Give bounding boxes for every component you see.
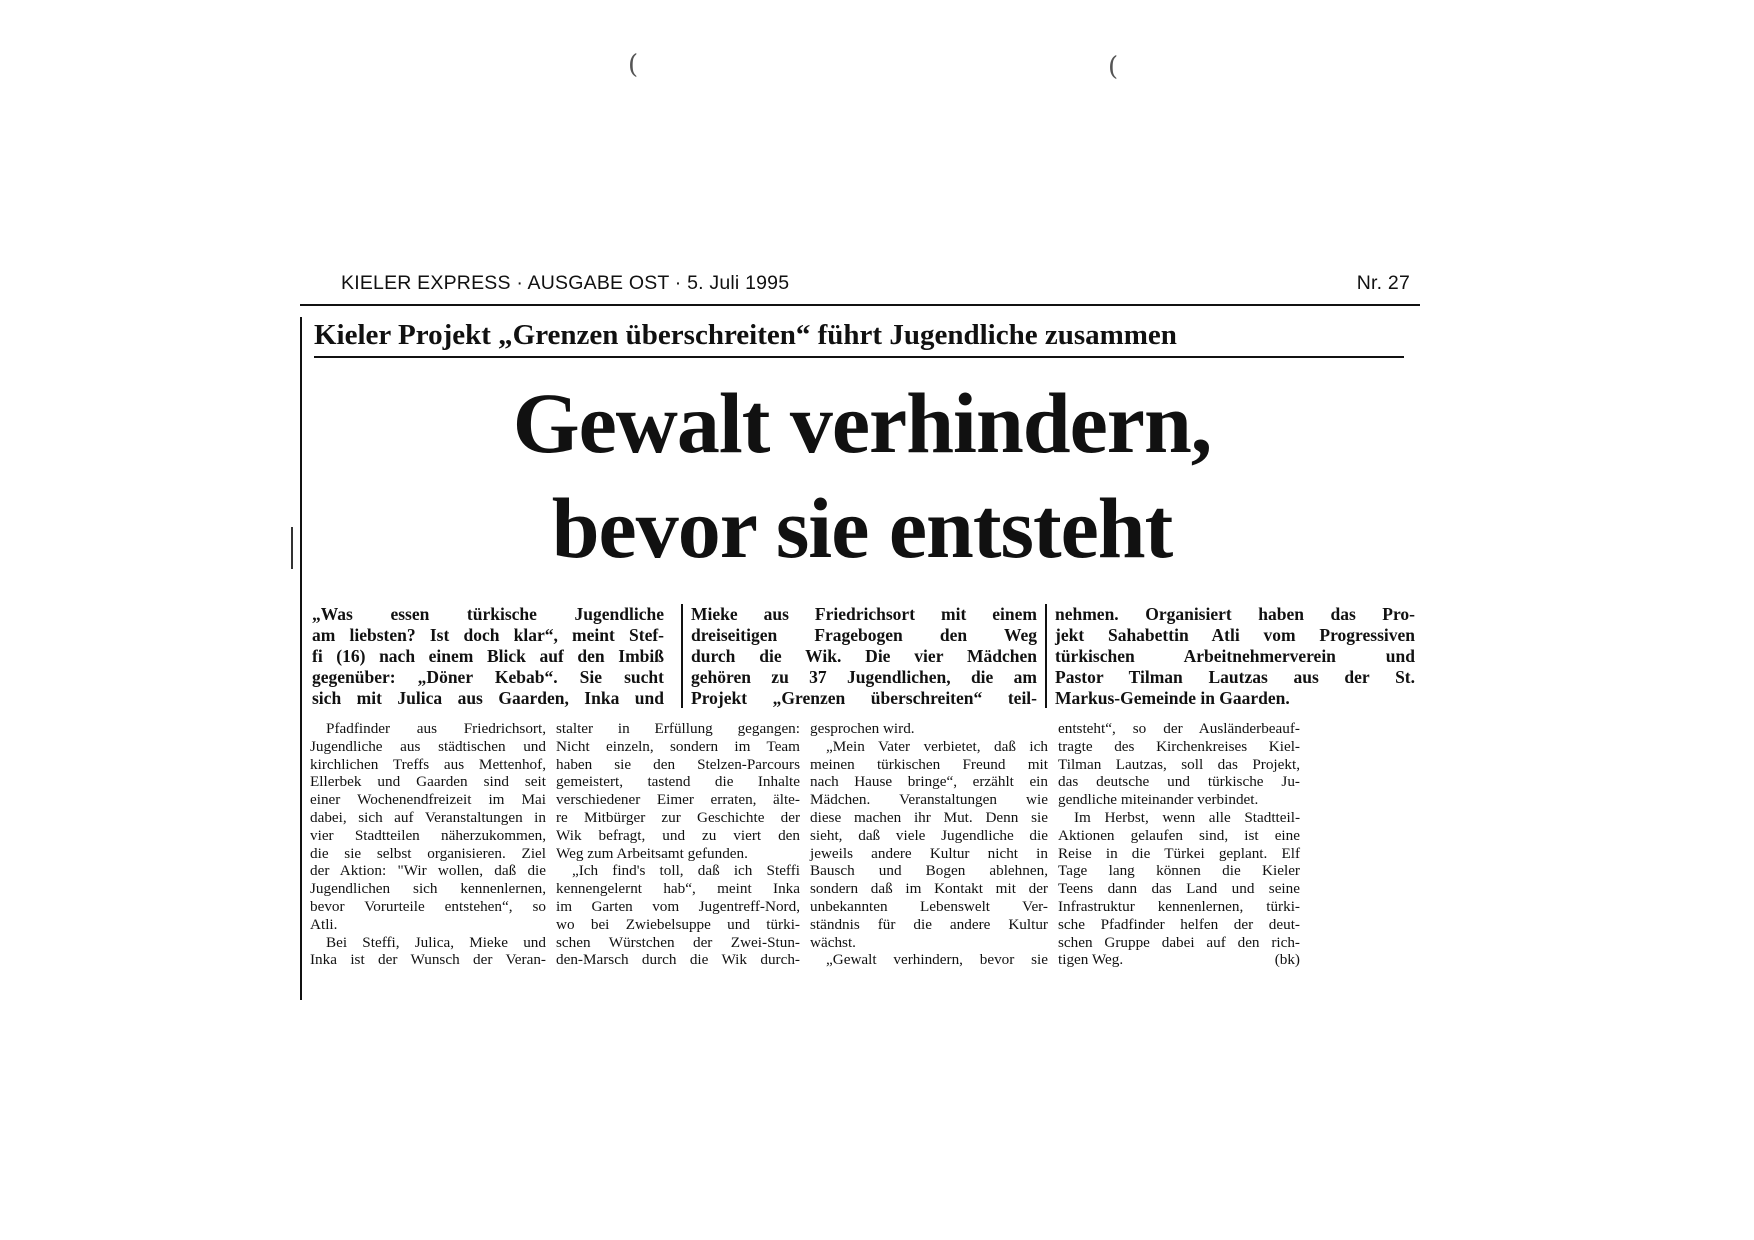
text-line: das deutsche und türkische Ju- — [1058, 773, 1300, 791]
text-line: Jugendlichen sich kennenlernen, — [310, 880, 546, 898]
text-line: sieht, daß viele Jugendliche die — [810, 826, 1048, 844]
body-column — [556, 720, 800, 969]
text-line: dabei, sich auf Veranstaltungen in — [310, 808, 546, 826]
text-line: gehören zu 37 Jugendlichen, die am — [691, 667, 1037, 687]
lead-column — [312, 604, 664, 708]
text-line: Pfadfinder aus Friedrichsort, — [326, 720, 546, 737]
text-line: dreiseitigen Fragebogen den Weg — [691, 625, 1037, 645]
byline: (bk) — [1274, 951, 1300, 969]
text-line: im Garten vom Jugentreff-Nord, — [556, 897, 800, 915]
text-line: „Ich find's toll, daß ich Steffi — [572, 862, 800, 880]
text-line: diese machen ihr Mut. Denn sie — [810, 808, 1048, 826]
text-line: durch die Wik. Die vier Mädchen — [691, 646, 1037, 666]
text-line: kennengelernt hab“, meint Inka — [556, 880, 800, 898]
headline-line: bevor sie entsteht — [551, 480, 1173, 576]
text-line: kirchlichen Treffs aus Mettenhof, — [310, 755, 546, 773]
text-line: unbekannten Lebenswelt Ver- — [810, 897, 1048, 915]
body-column — [310, 720, 546, 969]
text-line: die sie selbst organisieren. Ziel — [310, 844, 546, 862]
text-line: gemeistert, tastend die Inhalte — [556, 773, 800, 791]
text-line: Weg zum Arbeitsamt gefunden. — [556, 844, 748, 862]
text-line: Teens dann das Land und seine — [1058, 880, 1300, 898]
text-line: Bei Steffi, Julica, Mieke und — [326, 933, 546, 951]
text-line: sich mit Julica aus Gaarden, Inka und — [312, 688, 664, 708]
scan-mark: ( — [1108, 52, 1119, 82]
text-line: haben sie den Stelzen-Parcours — [556, 755, 800, 773]
text-line — [1058, 951, 1300, 969]
text-line: Im Herbst, wenn alle Stadtteil- — [1074, 808, 1300, 826]
text-line: Reise in die Türkei geplant. Elf — [1058, 844, 1300, 862]
text-line: tragte des Kirchenkreises Kiel- — [1058, 737, 1300, 755]
text-line: Mädchen. Veranstaltungen wie — [810, 791, 1048, 809]
scan-mark: ( — [628, 50, 639, 80]
headline-line: Gewalt verhindern, — [512, 375, 1212, 471]
lead-column — [1045, 604, 1415, 708]
text-line: schen Gruppe dabei auf den rich- — [1058, 933, 1300, 951]
article-lead — [302, 604, 1422, 708]
text-line: Inka ist der Wunsch der Veran- — [310, 951, 546, 969]
text-line: Projekt „Grenzen überschreiten“ teil- — [691, 688, 1037, 708]
text-line: Ellerbek und Gaarden sind seit — [310, 773, 546, 791]
text-line: Aktionen gelaufen sind, ist eine — [1058, 826, 1300, 844]
text-line: fi (16) nach einem Blick auf den Imbiß — [312, 646, 664, 666]
text-line: stalter in Erfüllung gegangen: — [556, 720, 800, 737]
text-line: bevor Vorurteile entstehen“, so — [310, 897, 546, 915]
text-line: gegenüber: „Döner Kebab“. Sie sucht — [312, 667, 664, 687]
text-line: Jugendliche aus städtischen und — [310, 737, 546, 755]
text-line: jekt Sahabettin Atli vom Progressiven — [1055, 625, 1415, 645]
text-line: wächst. — [810, 933, 856, 951]
text-line: vier Stadtteilen näherzukommen, — [310, 826, 546, 844]
text-line: türkischen Arbeitnehmerverein und — [1055, 646, 1415, 666]
text-line: nehmen. Organisiert haben das Pro- — [1055, 604, 1415, 624]
text-line: Tilman Lautzas, soll das Projekt, — [1058, 755, 1300, 773]
text-line: Infrastruktur kennenlernen, türki- — [1058, 897, 1300, 915]
text-line: entsteht“, so der Ausländerbeauf- — [1058, 720, 1300, 737]
final-text: tigen Weg. — [1058, 951, 1124, 969]
text-line: re Mitbürger zur Geschichte der — [556, 808, 800, 826]
text-line: verschiedener Eimer erraten, älte- — [556, 791, 800, 809]
text-line: nach Hause bringe“, erzählt ein — [810, 773, 1048, 791]
text-line: Mieke aus Friedrichsort mit einem — [691, 604, 1037, 624]
text-line: Atli. — [310, 915, 338, 933]
article-headline — [302, 371, 1422, 581]
text-line: wo bei Zwiebelsuppe und türki- — [556, 915, 800, 933]
masthead-issue-number: Nr. 27 — [1356, 272, 1410, 294]
text-line: „Mein Vater verbietet, daß ich — [826, 737, 1048, 755]
masthead — [300, 268, 1420, 306]
text-line: Nicht einzeln, sondern im Team — [556, 737, 800, 755]
article — [300, 317, 1422, 1000]
text-line: am liebsten? Ist doch klar“, meint Stef- — [312, 625, 664, 645]
lead-column — [681, 604, 1037, 708]
text-line: Pastor Tilman Lautzas aus der St. — [1055, 667, 1415, 687]
text-line: Wik befragt, und zu viert den — [556, 826, 800, 844]
text-line: der Aktion: "Wir wollen, daß die — [310, 862, 546, 880]
body-column — [810, 720, 1048, 969]
text-line: sondern daß im Kontakt mit der — [810, 880, 1048, 898]
text-line: gesprochen wird. — [810, 720, 915, 737]
text-line: sche Pfadfinder helfen der deut- — [1058, 915, 1300, 933]
text-line: „Gewalt verhindern, bevor sie — [826, 951, 1048, 969]
text-line: gendliche miteinander verbindet. — [1058, 791, 1259, 809]
text-line: Tage lang können die Kieler — [1058, 862, 1300, 880]
text-line: einer Wochenendfreizeit im Mai — [310, 791, 546, 809]
text-line: schen Würstchen der Zwei-Stun- — [556, 933, 800, 951]
text-line: jeweils andere Kultur nicht in — [810, 844, 1048, 862]
text-line: Markus-Gemeinde in Gaarden. — [1055, 688, 1290, 708]
text-line: meinen türkischen Freund mit — [810, 755, 1048, 773]
masthead-publication: KIELER EXPRESS · AUSGABE OST · 5. Juli 1995 — [341, 272, 790, 294]
text-line: Bausch und Bogen ablehnen, — [810, 862, 1048, 880]
text-line: ständnis für die andere Kultur — [810, 915, 1048, 933]
text-line: den-Marsch durch die Wik durch- — [556, 951, 800, 969]
body-column — [1058, 720, 1300, 969]
text-line: „Was essen türkische Jugendliche — [312, 604, 664, 624]
article-kicker: Kieler Projekt „Grenzen überschreiten“ führt Jugendliche zusammen — [314, 317, 1404, 358]
margin-mark — [291, 527, 293, 569]
